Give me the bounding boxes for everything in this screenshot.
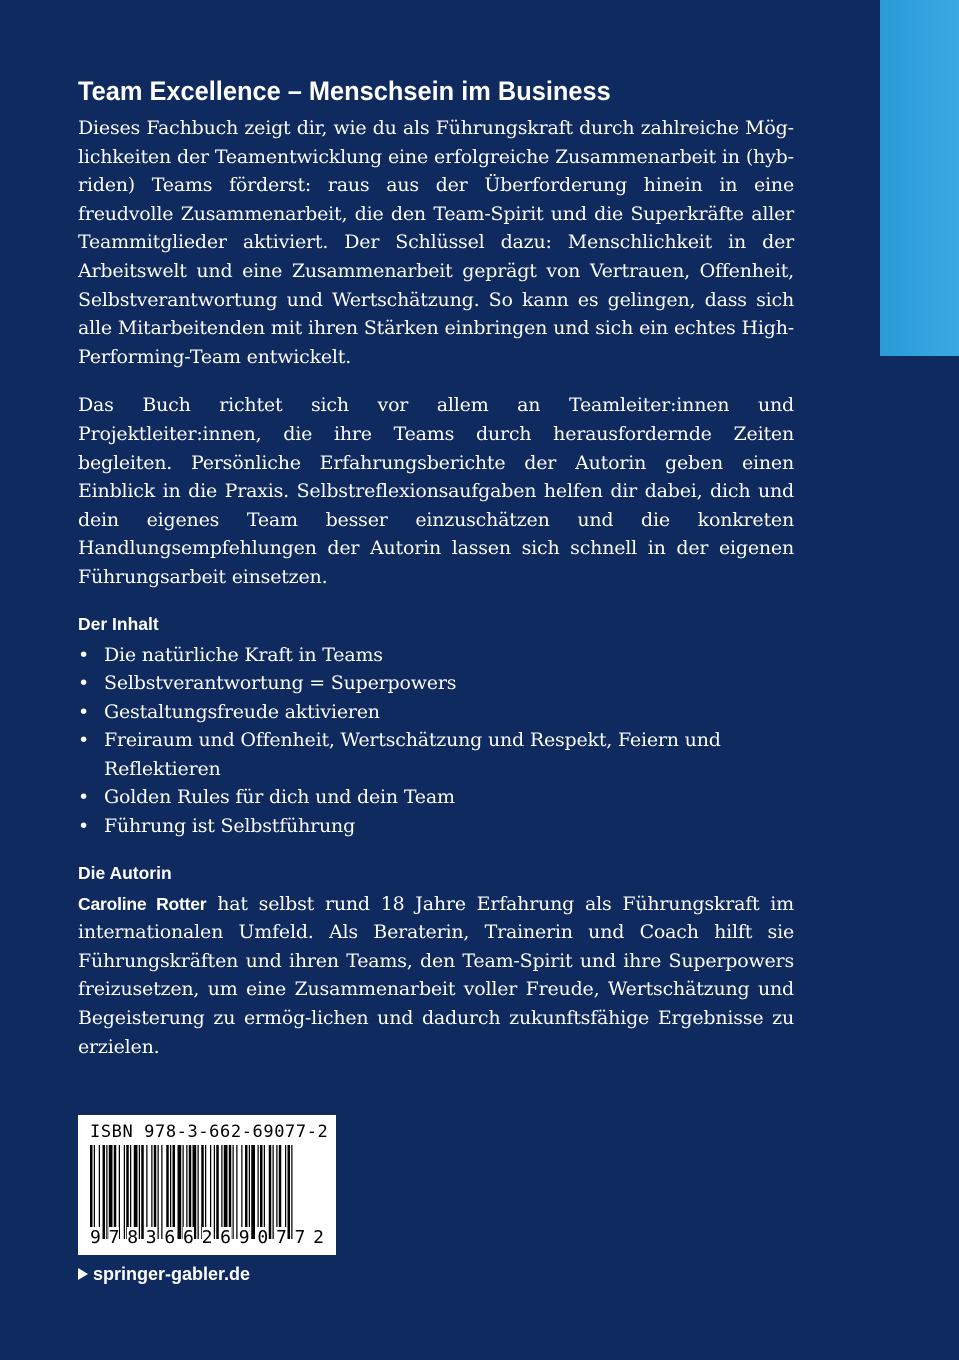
barcode-bar <box>216 1145 219 1239</box>
barcode-bar <box>186 1145 187 1239</box>
barcode-bar <box>94 1145 95 1239</box>
bullet-icon: • <box>78 643 90 666</box>
barcode-bar <box>264 1145 265 1239</box>
bullet-icon: • <box>78 729 90 752</box>
barcode-digit: 6 <box>164 1227 176 1248</box>
list-item-text: Führung ist Selbstführung <box>104 815 356 838</box>
list-item <box>78 669 794 698</box>
contents-list <box>78 641 794 841</box>
list-item <box>78 698 794 727</box>
barcode-digit: 9 <box>238 1227 250 1248</box>
isbn-label: ISBN 978-3-662-69077-2 <box>90 1122 329 1142</box>
bullet-icon: • <box>78 672 90 695</box>
barcode-bar <box>139 1145 140 1239</box>
play-arrow-icon <box>78 1268 88 1280</box>
barcode-bar <box>183 1145 184 1239</box>
barcode-bar <box>166 1145 169 1239</box>
barcode-bar <box>173 1145 176 1239</box>
barcode-icon <box>90 1145 324 1239</box>
barcode-bar <box>245 1145 248 1239</box>
barcode-bar <box>269 1145 272 1239</box>
intro-paragraph-1: Dieses Fachbuch zeigt dir, wie du als Führungskraft durch zahlreiche Möglichkeiten der Teamentwicklung eine erfolgreiche Zusammenarbeit in (hybriden) Teams förderst: raus aus der Überforderung hinein in eine freudvolle Zusammenarbeit, die den Team-Spirit und die Superkräfte aller Teammitglieder aktiviert. Der Schlüssel dazu: Menschlichkeit in der Arbeitswelt und eine Zusammenarbeit geprägt von Vertrauen, Offenheit, Selbstverantwortung und Wertschätzung. So kann es gelingen, dass sich alle Mitarbeitenden mit ihren Stärken einbringen und sich ein echtes High-Performing-Team entwickelt. <box>78 117 794 368</box>
barcode-bar <box>178 1145 182 1239</box>
barcode-bar <box>288 1145 291 1239</box>
barcode-bar <box>260 1145 263 1239</box>
author-bio <box>78 890 794 1062</box>
barcode-digit: 2 <box>313 1227 324 1248</box>
publisher-url: springer-gabler.de <box>93 1264 251 1284</box>
barcode-digit: 7 <box>275 1227 287 1248</box>
barcode-bar <box>285 1145 286 1239</box>
author-bio-text: hat selbst rund 18 Jahre Erfahrung als Führungskraft im internationalen Umfeld. Als Beraterin, Trainerin und Coach hilft sie Führungskräften und ihren Teams, den Team-Spirit und ihre Superpowers freizusetzen, um eine Zusammenarbeit voller Freude, Wertschätzung und Begeisterung zu ermög-lichen und dadurch zukunftsfähige Ergebnisse zu erzielen. <box>78 892 794 1058</box>
barcode-bar <box>154 1145 157 1239</box>
barcode-digit: 6 <box>182 1227 194 1248</box>
barcode-bar <box>158 1145 159 1239</box>
barcode-digit: 7 <box>294 1227 306 1248</box>
barcode-bar <box>205 1145 206 1239</box>
barcode-digit: 0 <box>257 1227 269 1248</box>
barcode-digits <box>90 1227 324 1248</box>
publisher-link[interactable] <box>78 1262 250 1286</box>
barcode-bar <box>170 1145 171 1239</box>
barcode-bar <box>249 1145 250 1239</box>
list-item <box>78 812 794 841</box>
barcode-bar <box>273 1145 274 1239</box>
barcode-bar <box>233 1145 234 1239</box>
barcode-bar <box>291 1145 292 1239</box>
barcode-bar <box>114 1145 117 1239</box>
barcode-digit: 9 <box>90 1227 101 1248</box>
barcode-digit: 6 <box>220 1227 231 1248</box>
barcode-bar <box>146 1145 147 1239</box>
barcode-bar <box>221 1145 222 1239</box>
list-item-text: Selbstverantwortung = Superpowers <box>104 672 457 695</box>
list-item <box>78 641 794 670</box>
accent-strip <box>880 0 959 356</box>
barcode-bar <box>119 1145 120 1239</box>
barcode-bar <box>224 1145 228 1239</box>
barcode-digit: 7 <box>108 1227 120 1248</box>
barcode-bar <box>134 1145 138 1239</box>
barcode-bar <box>236 1145 237 1239</box>
barcode-bar <box>276 1145 277 1239</box>
barcode-bar <box>251 1145 255 1239</box>
barcode-bar <box>258 1145 259 1239</box>
contents-heading: Der Inhalt <box>78 613 159 634</box>
barcode-bar <box>126 1145 129 1239</box>
barcode-bar <box>106 1145 107 1239</box>
barcode-bar <box>210 1145 211 1239</box>
barcode-bar <box>141 1145 144 1239</box>
list-item-text: Golden Rules für dich und dein Team <box>104 786 455 809</box>
barcode-bar <box>99 1145 100 1239</box>
author-heading: Die Autorin <box>78 862 172 883</box>
bullet-icon: • <box>78 815 90 838</box>
barcode-bar <box>130 1145 131 1239</box>
bullet-icon: • <box>78 786 90 809</box>
author-name: Caroline Rotter <box>78 893 207 914</box>
barcode-bar <box>151 1145 152 1239</box>
barcode-bar <box>109 1145 113 1239</box>
barcode-bar <box>161 1145 162 1239</box>
barcode-bar <box>201 1145 204 1239</box>
back-cover-text <box>78 70 794 1061</box>
barcode-bar <box>90 1145 93 1239</box>
list-item-text: Gestaltungsfreude aktivieren <box>104 700 380 723</box>
barcode-bar <box>241 1145 242 1239</box>
barcode-bar <box>193 1145 197 1239</box>
list-item-text: Die natürliche Kraft in Teams <box>104 643 383 666</box>
intro-paragraph-2: Das Buch richtet sich vor allem an Teamleiter:innen und Projektleiter:innen, die ihre Teams durch herausfordernde Zeiten begleiten. Persönliche Erfahrungsberichte der Autorin geben einen Einblick in die Praxis. Selbstreflexionsaufgaben helfen dir dabei, dich und dein eigenes Team besser einzuschätzen und die konkreten Handlungsempfehlungen der Autorin lassen sich schnell in der eigenen Führungsarbeit einsetzen. <box>78 394 794 588</box>
list-item-text: Freiraum und Offenheit, Wertschätzung und Respekt, Feiern und Reflektieren <box>104 729 721 780</box>
barcode-digit: 2 <box>201 1227 213 1248</box>
barcode-bar <box>124 1145 125 1239</box>
barcode-bar <box>103 1145 106 1239</box>
barcode-digit: 3 <box>145 1227 157 1248</box>
barcode-digit: 8 <box>127 1227 139 1248</box>
list-item <box>78 783 794 812</box>
isbn-barcode <box>78 1115 336 1255</box>
barcode-bar <box>279 1145 282 1239</box>
bullet-icon: • <box>78 700 90 723</box>
book-title: Team Excellence – Menschsein im Business <box>78 76 611 106</box>
barcode-bar <box>198 1145 199 1239</box>
barcode-bar <box>214 1145 215 1239</box>
barcode-bar <box>189 1145 192 1239</box>
list-item <box>78 726 794 783</box>
barcode-bar <box>229 1145 232 1239</box>
